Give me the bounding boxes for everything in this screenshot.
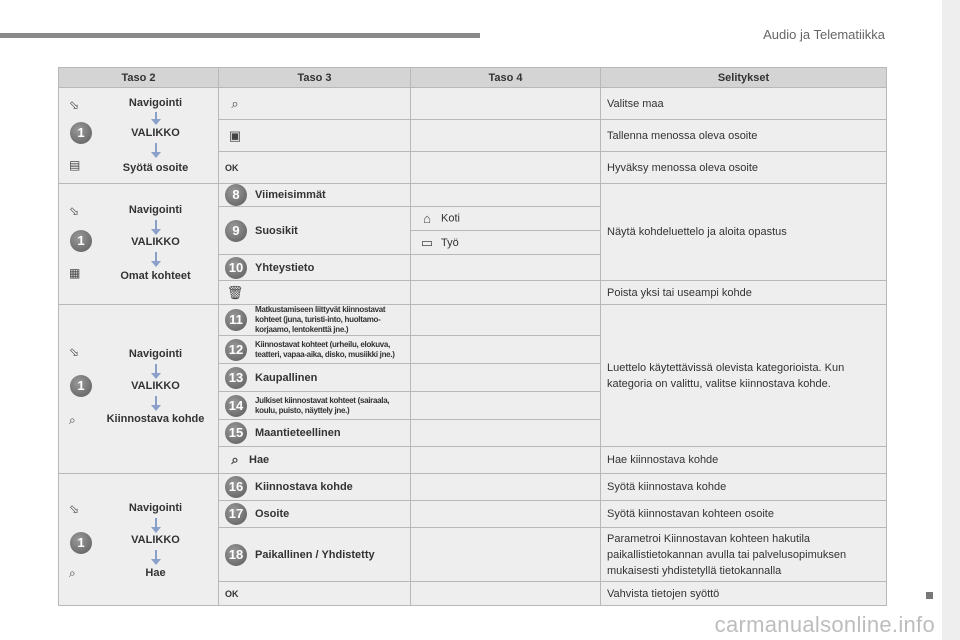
level4-cell bbox=[411, 336, 601, 364]
table-row bbox=[59, 184, 887, 207]
page-header-title: Audio ja Telematiikka bbox=[763, 27, 885, 42]
level3-cell bbox=[219, 474, 411, 501]
level4-cell bbox=[411, 231, 601, 255]
navigation-menu-table bbox=[58, 67, 887, 606]
level3-cell bbox=[219, 305, 411, 336]
step-badge: 13 bbox=[225, 367, 247, 389]
level2-cell-search bbox=[59, 474, 219, 606]
description-cell: Näytä kohdeluettelo ja aloita opastus bbox=[601, 184, 887, 281]
navigation-arrow-icon: ⬂ bbox=[69, 502, 80, 516]
level4-cell bbox=[411, 474, 601, 501]
level3-cell bbox=[219, 120, 411, 152]
flow-arrow bbox=[155, 550, 157, 560]
level3-cell bbox=[219, 281, 411, 305]
flow-arrow bbox=[155, 143, 157, 153]
flow-menu: VALIKKO bbox=[131, 127, 180, 139]
side-strip bbox=[942, 0, 960, 640]
header-bar bbox=[0, 33, 480, 38]
navigation-arrow-icon: ⬂ bbox=[69, 98, 80, 112]
flow-arrow bbox=[155, 252, 157, 262]
table-header bbox=[59, 68, 887, 88]
level3-cell bbox=[219, 447, 411, 474]
step-badge: 8 bbox=[225, 184, 247, 206]
level4-cell bbox=[411, 420, 601, 447]
description-cell: Poista yksi tai useampi kohde bbox=[601, 281, 887, 305]
step-badge: 16 bbox=[225, 476, 247, 498]
step-badge: 1 bbox=[70, 375, 92, 397]
description-cell: Parametroi Kiinnostavan kohteen hakutila paikallistietokannan avulla tai palvelusopimuksen mukaisesti yhdistetyllä tietokannalla bbox=[601, 528, 887, 582]
watermark: carmanualsonline.info bbox=[714, 612, 935, 637]
col-header-level2: Taso 2 bbox=[59, 68, 219, 88]
step-badge: 18 bbox=[225, 544, 247, 566]
poi-search-icon: ⌕ bbox=[69, 413, 76, 427]
level3-label: Maantieteellinen bbox=[255, 426, 341, 439]
level4-cell bbox=[411, 305, 601, 336]
flow-menu: VALIKKO bbox=[131, 380, 180, 392]
level4-cell bbox=[411, 392, 601, 420]
level4-cell bbox=[411, 207, 601, 231]
flow-end: Omat kohteet bbox=[120, 270, 191, 282]
level4-label: Työ bbox=[441, 236, 459, 249]
step-badge: 10 bbox=[225, 257, 247, 279]
checkered-flag-icon: ▦ bbox=[69, 266, 81, 280]
level3-cell bbox=[219, 364, 411, 392]
step-badge: 9 bbox=[225, 220, 247, 242]
search-icon: ⌕ bbox=[231, 452, 239, 467]
level3-label: Matkustamiseen liittyvät kiinnostavat kohteet (juna, turisti-into, huoltamo-korjaamo, lentokenttä jne.) bbox=[255, 305, 386, 334]
flow-menu: VALIKKO bbox=[131, 236, 180, 248]
description-cell: Luettelo käytettävissä olevista kategorioista. Kun kategoria on valittu, valitse kiinnostava kohde. bbox=[601, 305, 887, 447]
level4-cell bbox=[411, 582, 601, 606]
description-cell: Syötä kiinnostavan kohteen osoite bbox=[601, 501, 887, 528]
level3-label: Kiinnostavat kohteet (urheilu, elokuva, teatteri, vapaa-aika, disko, musiikki jne.) bbox=[255, 339, 395, 359]
flow-navigation: Navigointi bbox=[128, 97, 183, 109]
level3-cell bbox=[219, 255, 411, 281]
step-badge: 12 bbox=[225, 339, 247, 361]
address-card-icon: ▤ bbox=[69, 158, 81, 172]
level3-label: Suosikit bbox=[255, 224, 298, 237]
level4-cell bbox=[411, 184, 601, 207]
level4-cell bbox=[411, 364, 601, 392]
description-cell: Valitse maa bbox=[601, 88, 887, 120]
level3-cell bbox=[219, 336, 411, 364]
description-cell: Tallenna menossa oleva osoite bbox=[601, 120, 887, 152]
table-row bbox=[59, 88, 887, 120]
flow-navigation: Navigointi bbox=[128, 502, 183, 514]
briefcase-icon: ▭ bbox=[420, 234, 434, 250]
flow-arrow bbox=[155, 518, 157, 528]
level3-label: Paikallinen / Yhdistetty bbox=[255, 548, 375, 561]
level3-label: Viimeisimmät bbox=[255, 188, 326, 201]
flow-arrow bbox=[155, 396, 157, 406]
level4-label: Koti bbox=[441, 212, 460, 225]
level3-cell bbox=[219, 582, 411, 606]
col-header-level3: Taso 3 bbox=[219, 68, 411, 88]
table-row bbox=[59, 474, 887, 501]
level4-cell bbox=[411, 152, 601, 184]
step-badge: 11 bbox=[225, 309, 247, 331]
flow-end: Kiinnostava kohde bbox=[106, 413, 205, 425]
navigation-arrow-icon: ⬂ bbox=[69, 204, 80, 218]
step-badge: 14 bbox=[225, 395, 247, 417]
flow-navigation: Navigointi bbox=[128, 204, 183, 216]
level3-cell bbox=[219, 528, 411, 582]
level4-cell bbox=[411, 120, 601, 152]
flow-menu: VALIKKO bbox=[131, 534, 180, 546]
level3-label: Julkiset kiinnostavat kohteet (sairaala, koulu, puisto, näyttely jne.) bbox=[255, 395, 390, 415]
description-cell: Syötä kiinnostava kohde bbox=[601, 474, 887, 501]
flow-end: Syötä osoite bbox=[122, 162, 189, 174]
level3-label: Osoite bbox=[255, 507, 290, 520]
search-abc-icon: ⌕ bbox=[69, 566, 76, 580]
level3-cell bbox=[219, 420, 411, 447]
level3-cell bbox=[219, 88, 411, 120]
level4-cell bbox=[411, 447, 601, 474]
col-header-level4: Taso 4 bbox=[411, 68, 601, 88]
step-badge: 1 bbox=[70, 532, 92, 554]
level3-label: Yhteystieto bbox=[255, 261, 315, 274]
step-badge: 1 bbox=[70, 230, 92, 252]
level3-label: Hae bbox=[249, 453, 270, 466]
level4-cell bbox=[411, 281, 601, 305]
level3-label: Kiinnostava kohde bbox=[255, 480, 353, 493]
flow-end: Hae bbox=[145, 567, 166, 579]
description-cell: Hae kiinnostava kohde bbox=[601, 447, 887, 474]
step-badge: 15 bbox=[225, 422, 247, 444]
step-badge: 1 bbox=[70, 122, 92, 144]
flow-arrow bbox=[155, 112, 157, 120]
table-row bbox=[59, 305, 887, 336]
step-badge: 17 bbox=[225, 503, 247, 525]
ok-label: OK bbox=[225, 162, 239, 173]
description-cell: Hyväksy menossa oleva osoite bbox=[601, 152, 887, 184]
country-globe-icon: ⌕ bbox=[231, 95, 239, 111]
level3-cell bbox=[219, 152, 411, 184]
level2-cell-address bbox=[59, 88, 219, 184]
continue-marker bbox=[926, 592, 933, 599]
description-cell: Vahvista tietojen syöttö bbox=[601, 582, 887, 606]
trash-icon: 🗑 bbox=[226, 284, 244, 300]
level2-cell-poi bbox=[59, 305, 219, 474]
flow-arrow bbox=[155, 364, 157, 374]
save-disk-icon: ▣ bbox=[228, 127, 242, 143]
level4-cell bbox=[411, 528, 601, 582]
level3-cell bbox=[219, 501, 411, 528]
level3-label: Kaupallinen bbox=[255, 371, 318, 384]
level2-cell-my-destinations bbox=[59, 184, 219, 305]
level4-cell bbox=[411, 501, 601, 528]
navigation-arrow-icon: ⬂ bbox=[69, 345, 80, 359]
level3-cell bbox=[219, 184, 411, 207]
level3-cell bbox=[219, 207, 411, 255]
home-icon: ⌂ bbox=[423, 211, 431, 226]
flow-arrow bbox=[155, 220, 157, 230]
col-header-description: Selitykset bbox=[601, 68, 887, 88]
level4-cell bbox=[411, 88, 601, 120]
ok-label: OK bbox=[225, 588, 239, 599]
flow-navigation: Navigointi bbox=[128, 348, 183, 360]
level4-cell bbox=[411, 255, 601, 281]
level3-cell bbox=[219, 392, 411, 420]
